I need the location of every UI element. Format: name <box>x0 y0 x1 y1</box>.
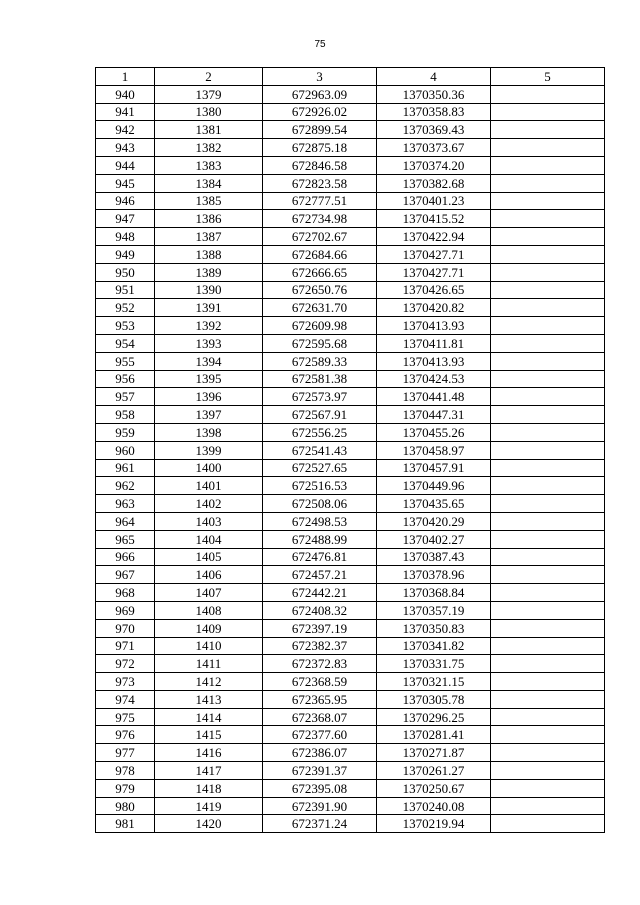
row-index-cell: 974 <box>96 690 155 708</box>
y-coordinate-cell: 1370447.31 <box>377 406 491 424</box>
row-index-cell: 971 <box>96 637 155 655</box>
y-coordinate-cell: 1370321.15 <box>377 673 491 691</box>
row-index-cell: 972 <box>96 655 155 673</box>
point-number-cell: 1406 <box>155 566 263 584</box>
row-index-cell: 952 <box>96 299 155 317</box>
row-index-cell: 959 <box>96 423 155 441</box>
note-cell <box>491 584 605 602</box>
note-cell <box>491 744 605 762</box>
point-number-cell: 1405 <box>155 548 263 566</box>
note-cell <box>491 477 605 495</box>
point-number-cell: 1394 <box>155 352 263 370</box>
note-cell <box>491 762 605 780</box>
point-number-cell: 1399 <box>155 441 263 459</box>
x-coordinate-cell: 672457.21 <box>263 566 377 584</box>
point-number-cell: 1382 <box>155 139 263 157</box>
column-header-3: 3 <box>263 68 377 86</box>
y-coordinate-cell: 1370420.82 <box>377 299 491 317</box>
row-index-cell: 953 <box>96 317 155 335</box>
table-row <box>96 352 605 370</box>
y-coordinate-cell: 1370413.93 <box>377 352 491 370</box>
x-coordinate-cell: 672734.98 <box>263 210 377 228</box>
x-coordinate-cell: 672488.99 <box>263 530 377 548</box>
x-coordinate-cell: 672372.83 <box>263 655 377 673</box>
y-coordinate-cell: 1370449.96 <box>377 477 491 495</box>
table-row <box>96 530 605 548</box>
point-number-cell: 1383 <box>155 156 263 174</box>
note-cell <box>491 495 605 513</box>
y-coordinate-cell: 1370368.84 <box>377 584 491 602</box>
row-index-cell: 968 <box>96 584 155 602</box>
table-row <box>96 423 605 441</box>
x-coordinate-cell: 672609.98 <box>263 317 377 335</box>
y-coordinate-cell: 1370441.48 <box>377 388 491 406</box>
point-number-cell: 1381 <box>155 121 263 139</box>
note-cell <box>491 103 605 121</box>
point-number-cell: 1393 <box>155 334 263 352</box>
table-row <box>96 584 605 602</box>
note-cell <box>491 673 605 691</box>
table-header <box>96 68 605 86</box>
table-row <box>96 299 605 317</box>
x-coordinate-cell: 672846.58 <box>263 156 377 174</box>
x-coordinate-cell: 672823.58 <box>263 174 377 192</box>
y-coordinate-cell: 1370281.41 <box>377 726 491 744</box>
note-cell <box>491 299 605 317</box>
x-coordinate-cell: 672377.60 <box>263 726 377 744</box>
point-number-cell: 1391 <box>155 299 263 317</box>
table-row <box>96 459 605 477</box>
y-coordinate-cell: 1370435.65 <box>377 495 491 513</box>
table-row <box>96 744 605 762</box>
x-coordinate-cell: 672516.53 <box>263 477 377 495</box>
row-index-cell: 966 <box>96 548 155 566</box>
note-cell <box>491 192 605 210</box>
row-index-cell: 951 <box>96 281 155 299</box>
table-row <box>96 139 605 157</box>
table-row <box>96 263 605 281</box>
row-index-cell: 963 <box>96 495 155 513</box>
y-coordinate-cell: 1370422.94 <box>377 228 491 246</box>
row-index-cell: 942 <box>96 121 155 139</box>
y-coordinate-cell: 1370420.29 <box>377 512 491 530</box>
table-row <box>96 512 605 530</box>
note-cell <box>491 174 605 192</box>
point-number-cell: 1416 <box>155 744 263 762</box>
table-row <box>96 192 605 210</box>
x-coordinate-cell: 672382.37 <box>263 637 377 655</box>
table-row <box>96 317 605 335</box>
header-row <box>96 68 605 86</box>
note-cell <box>491 423 605 441</box>
table-row <box>96 156 605 174</box>
point-number-cell: 1389 <box>155 263 263 281</box>
row-index-cell: 970 <box>96 619 155 637</box>
row-index-cell: 979 <box>96 779 155 797</box>
y-coordinate-cell: 1370424.53 <box>377 370 491 388</box>
note-cell <box>491 601 605 619</box>
column-header-4: 4 <box>377 68 491 86</box>
note-cell <box>491 334 605 352</box>
point-number-cell: 1385 <box>155 192 263 210</box>
x-coordinate-cell: 672875.18 <box>263 139 377 157</box>
x-coordinate-cell: 672573.97 <box>263 388 377 406</box>
table-row <box>96 815 605 833</box>
x-coordinate-cell: 672386.07 <box>263 744 377 762</box>
note-cell <box>491 655 605 673</box>
table-row <box>96 655 605 673</box>
x-coordinate-cell: 672408.32 <box>263 601 377 619</box>
x-coordinate-cell: 672567.91 <box>263 406 377 424</box>
point-number-cell: 1407 <box>155 584 263 602</box>
x-coordinate-cell: 672777.51 <box>263 192 377 210</box>
note-cell <box>491 690 605 708</box>
note-cell <box>491 619 605 637</box>
point-number-cell: 1417 <box>155 762 263 780</box>
table-row <box>96 690 605 708</box>
row-index-cell: 962 <box>96 477 155 495</box>
point-number-cell: 1408 <box>155 601 263 619</box>
y-coordinate-cell: 1370261.27 <box>377 762 491 780</box>
note-cell <box>491 441 605 459</box>
column-header-1: 1 <box>96 68 155 86</box>
note-cell <box>491 85 605 103</box>
point-number-cell: 1404 <box>155 530 263 548</box>
note-cell <box>491 406 605 424</box>
table-row <box>96 708 605 726</box>
y-coordinate-cell: 1370382.68 <box>377 174 491 192</box>
row-index-cell: 978 <box>96 762 155 780</box>
x-coordinate-cell: 672391.90 <box>263 797 377 815</box>
x-coordinate-cell: 672368.59 <box>263 673 377 691</box>
y-coordinate-cell: 1370455.26 <box>377 423 491 441</box>
x-coordinate-cell: 672365.95 <box>263 690 377 708</box>
table-row <box>96 121 605 139</box>
y-coordinate-cell: 1370413.93 <box>377 317 491 335</box>
y-coordinate-cell: 1370373.67 <box>377 139 491 157</box>
note-cell <box>491 263 605 281</box>
note-cell <box>491 459 605 477</box>
row-index-cell: 958 <box>96 406 155 424</box>
x-coordinate-cell: 672595.68 <box>263 334 377 352</box>
x-coordinate-cell: 672631.70 <box>263 299 377 317</box>
point-number-cell: 1401 <box>155 477 263 495</box>
note-cell <box>491 566 605 584</box>
point-number-cell: 1412 <box>155 673 263 691</box>
row-index-cell: 944 <box>96 156 155 174</box>
y-coordinate-cell: 1370457.91 <box>377 459 491 477</box>
row-index-cell: 977 <box>96 744 155 762</box>
point-number-cell: 1392 <box>155 317 263 335</box>
note-cell <box>491 512 605 530</box>
row-index-cell: 965 <box>96 530 155 548</box>
table-body <box>96 85 605 832</box>
table-row <box>96 228 605 246</box>
y-coordinate-cell: 1370296.25 <box>377 708 491 726</box>
table-row <box>96 673 605 691</box>
row-index-cell: 969 <box>96 601 155 619</box>
table-row <box>96 103 605 121</box>
point-number-cell: 1413 <box>155 690 263 708</box>
x-coordinate-cell: 672899.54 <box>263 121 377 139</box>
table-row <box>96 548 605 566</box>
note-cell <box>491 210 605 228</box>
table-row <box>96 210 605 228</box>
note-cell <box>491 370 605 388</box>
point-number-cell: 1395 <box>155 370 263 388</box>
point-number-cell: 1379 <box>155 85 263 103</box>
table-row <box>96 797 605 815</box>
row-index-cell: 975 <box>96 708 155 726</box>
x-coordinate-cell: 672395.08 <box>263 779 377 797</box>
row-index-cell: 949 <box>96 245 155 263</box>
point-number-cell: 1409 <box>155 619 263 637</box>
table-row <box>96 762 605 780</box>
x-coordinate-cell: 672926.02 <box>263 103 377 121</box>
point-number-cell: 1411 <box>155 655 263 673</box>
table-row <box>96 637 605 655</box>
point-number-cell: 1390 <box>155 281 263 299</box>
row-index-cell: 947 <box>96 210 155 228</box>
x-coordinate-cell: 672541.43 <box>263 441 377 459</box>
table-row <box>96 495 605 513</box>
table-row <box>96 441 605 459</box>
x-coordinate-cell: 672397.19 <box>263 619 377 637</box>
x-coordinate-cell: 672391.37 <box>263 762 377 780</box>
x-coordinate-cell: 672589.33 <box>263 352 377 370</box>
x-coordinate-cell: 672684.66 <box>263 245 377 263</box>
table-row <box>96 477 605 495</box>
table-row <box>96 726 605 744</box>
x-coordinate-cell: 672702.67 <box>263 228 377 246</box>
x-coordinate-cell: 672498.53 <box>263 512 377 530</box>
table-row <box>96 334 605 352</box>
point-number-cell: 1388 <box>155 245 263 263</box>
y-coordinate-cell: 1370374.20 <box>377 156 491 174</box>
y-coordinate-cell: 1370350.83 <box>377 619 491 637</box>
note-cell <box>491 228 605 246</box>
y-coordinate-cell: 1370458.97 <box>377 441 491 459</box>
row-index-cell: 961 <box>96 459 155 477</box>
table-row <box>96 370 605 388</box>
x-coordinate-cell: 672442.21 <box>263 584 377 602</box>
note-cell <box>491 708 605 726</box>
row-index-cell: 940 <box>96 85 155 103</box>
point-number-cell: 1397 <box>155 406 263 424</box>
table-row <box>96 85 605 103</box>
y-coordinate-cell: 1370402.27 <box>377 530 491 548</box>
y-coordinate-cell: 1370357.19 <box>377 601 491 619</box>
note-cell <box>491 797 605 815</box>
note-cell <box>491 281 605 299</box>
table-row <box>96 406 605 424</box>
table-row <box>96 601 605 619</box>
row-index-cell: 960 <box>96 441 155 459</box>
y-coordinate-cell: 1370358.83 <box>377 103 491 121</box>
note-cell <box>491 779 605 797</box>
y-coordinate-cell: 1370411.81 <box>377 334 491 352</box>
x-coordinate-cell: 672666.65 <box>263 263 377 281</box>
y-coordinate-cell: 1370427.71 <box>377 245 491 263</box>
page-number: 75 <box>314 39 326 50</box>
coordinates-table <box>95 67 605 833</box>
point-number-cell: 1384 <box>155 174 263 192</box>
point-number-cell: 1402 <box>155 495 263 513</box>
y-coordinate-cell: 1370426.65 <box>377 281 491 299</box>
x-coordinate-cell: 672508.06 <box>263 495 377 513</box>
point-number-cell: 1398 <box>155 423 263 441</box>
note-cell <box>491 637 605 655</box>
point-number-cell: 1387 <box>155 228 263 246</box>
y-coordinate-cell: 1370350.36 <box>377 85 491 103</box>
row-index-cell: 967 <box>96 566 155 584</box>
y-coordinate-cell: 1370369.43 <box>377 121 491 139</box>
y-coordinate-cell: 1370427.71 <box>377 263 491 281</box>
column-header-5: 5 <box>491 68 605 86</box>
x-coordinate-cell: 672371.24 <box>263 815 377 833</box>
x-coordinate-cell: 672581.38 <box>263 370 377 388</box>
row-index-cell: 981 <box>96 815 155 833</box>
note-cell <box>491 245 605 263</box>
y-coordinate-cell: 1370415.52 <box>377 210 491 228</box>
y-coordinate-cell: 1370378.96 <box>377 566 491 584</box>
note-cell <box>491 388 605 406</box>
note-cell <box>491 317 605 335</box>
row-index-cell: 945 <box>96 174 155 192</box>
y-coordinate-cell: 1370271.87 <box>377 744 491 762</box>
note-cell <box>491 352 605 370</box>
row-index-cell: 956 <box>96 370 155 388</box>
row-index-cell: 943 <box>96 139 155 157</box>
point-number-cell: 1415 <box>155 726 263 744</box>
table-row <box>96 245 605 263</box>
note-cell <box>491 726 605 744</box>
column-header-2: 2 <box>155 68 263 86</box>
y-coordinate-cell: 1370305.78 <box>377 690 491 708</box>
point-number-cell: 1410 <box>155 637 263 655</box>
row-index-cell: 957 <box>96 388 155 406</box>
x-coordinate-cell: 672556.25 <box>263 423 377 441</box>
y-coordinate-cell: 1370240.08 <box>377 797 491 815</box>
y-coordinate-cell: 1370250.67 <box>377 779 491 797</box>
point-number-cell: 1414 <box>155 708 263 726</box>
table-row <box>96 566 605 584</box>
row-index-cell: 964 <box>96 512 155 530</box>
x-coordinate-cell: 672650.76 <box>263 281 377 299</box>
row-index-cell: 973 <box>96 673 155 691</box>
row-index-cell: 950 <box>96 263 155 281</box>
note-cell <box>491 139 605 157</box>
x-coordinate-cell: 672368.07 <box>263 708 377 726</box>
table-row <box>96 779 605 797</box>
table-row <box>96 281 605 299</box>
row-index-cell: 980 <box>96 797 155 815</box>
note-cell <box>491 815 605 833</box>
point-number-cell: 1420 <box>155 815 263 833</box>
row-index-cell: 941 <box>96 103 155 121</box>
x-coordinate-cell: 672476.81 <box>263 548 377 566</box>
x-coordinate-cell: 672963.09 <box>263 85 377 103</box>
point-number-cell: 1386 <box>155 210 263 228</box>
y-coordinate-cell: 1370341.82 <box>377 637 491 655</box>
point-number-cell: 1396 <box>155 388 263 406</box>
y-coordinate-cell: 1370401.23 <box>377 192 491 210</box>
row-index-cell: 955 <box>96 352 155 370</box>
row-index-cell: 946 <box>96 192 155 210</box>
point-number-cell: 1380 <box>155 103 263 121</box>
note-cell <box>491 156 605 174</box>
point-number-cell: 1400 <box>155 459 263 477</box>
x-coordinate-cell: 672527.65 <box>263 459 377 477</box>
table-row <box>96 388 605 406</box>
row-index-cell: 976 <box>96 726 155 744</box>
y-coordinate-cell: 1370331.75 <box>377 655 491 673</box>
row-index-cell: 954 <box>96 334 155 352</box>
note-cell <box>491 530 605 548</box>
point-number-cell: 1418 <box>155 779 263 797</box>
y-coordinate-cell: 1370387.43 <box>377 548 491 566</box>
table-row <box>96 619 605 637</box>
point-number-cell: 1403 <box>155 512 263 530</box>
note-cell <box>491 548 605 566</box>
note-cell <box>491 121 605 139</box>
row-index-cell: 948 <box>96 228 155 246</box>
table-row <box>96 174 605 192</box>
y-coordinate-cell: 1370219.94 <box>377 815 491 833</box>
point-number-cell: 1419 <box>155 797 263 815</box>
